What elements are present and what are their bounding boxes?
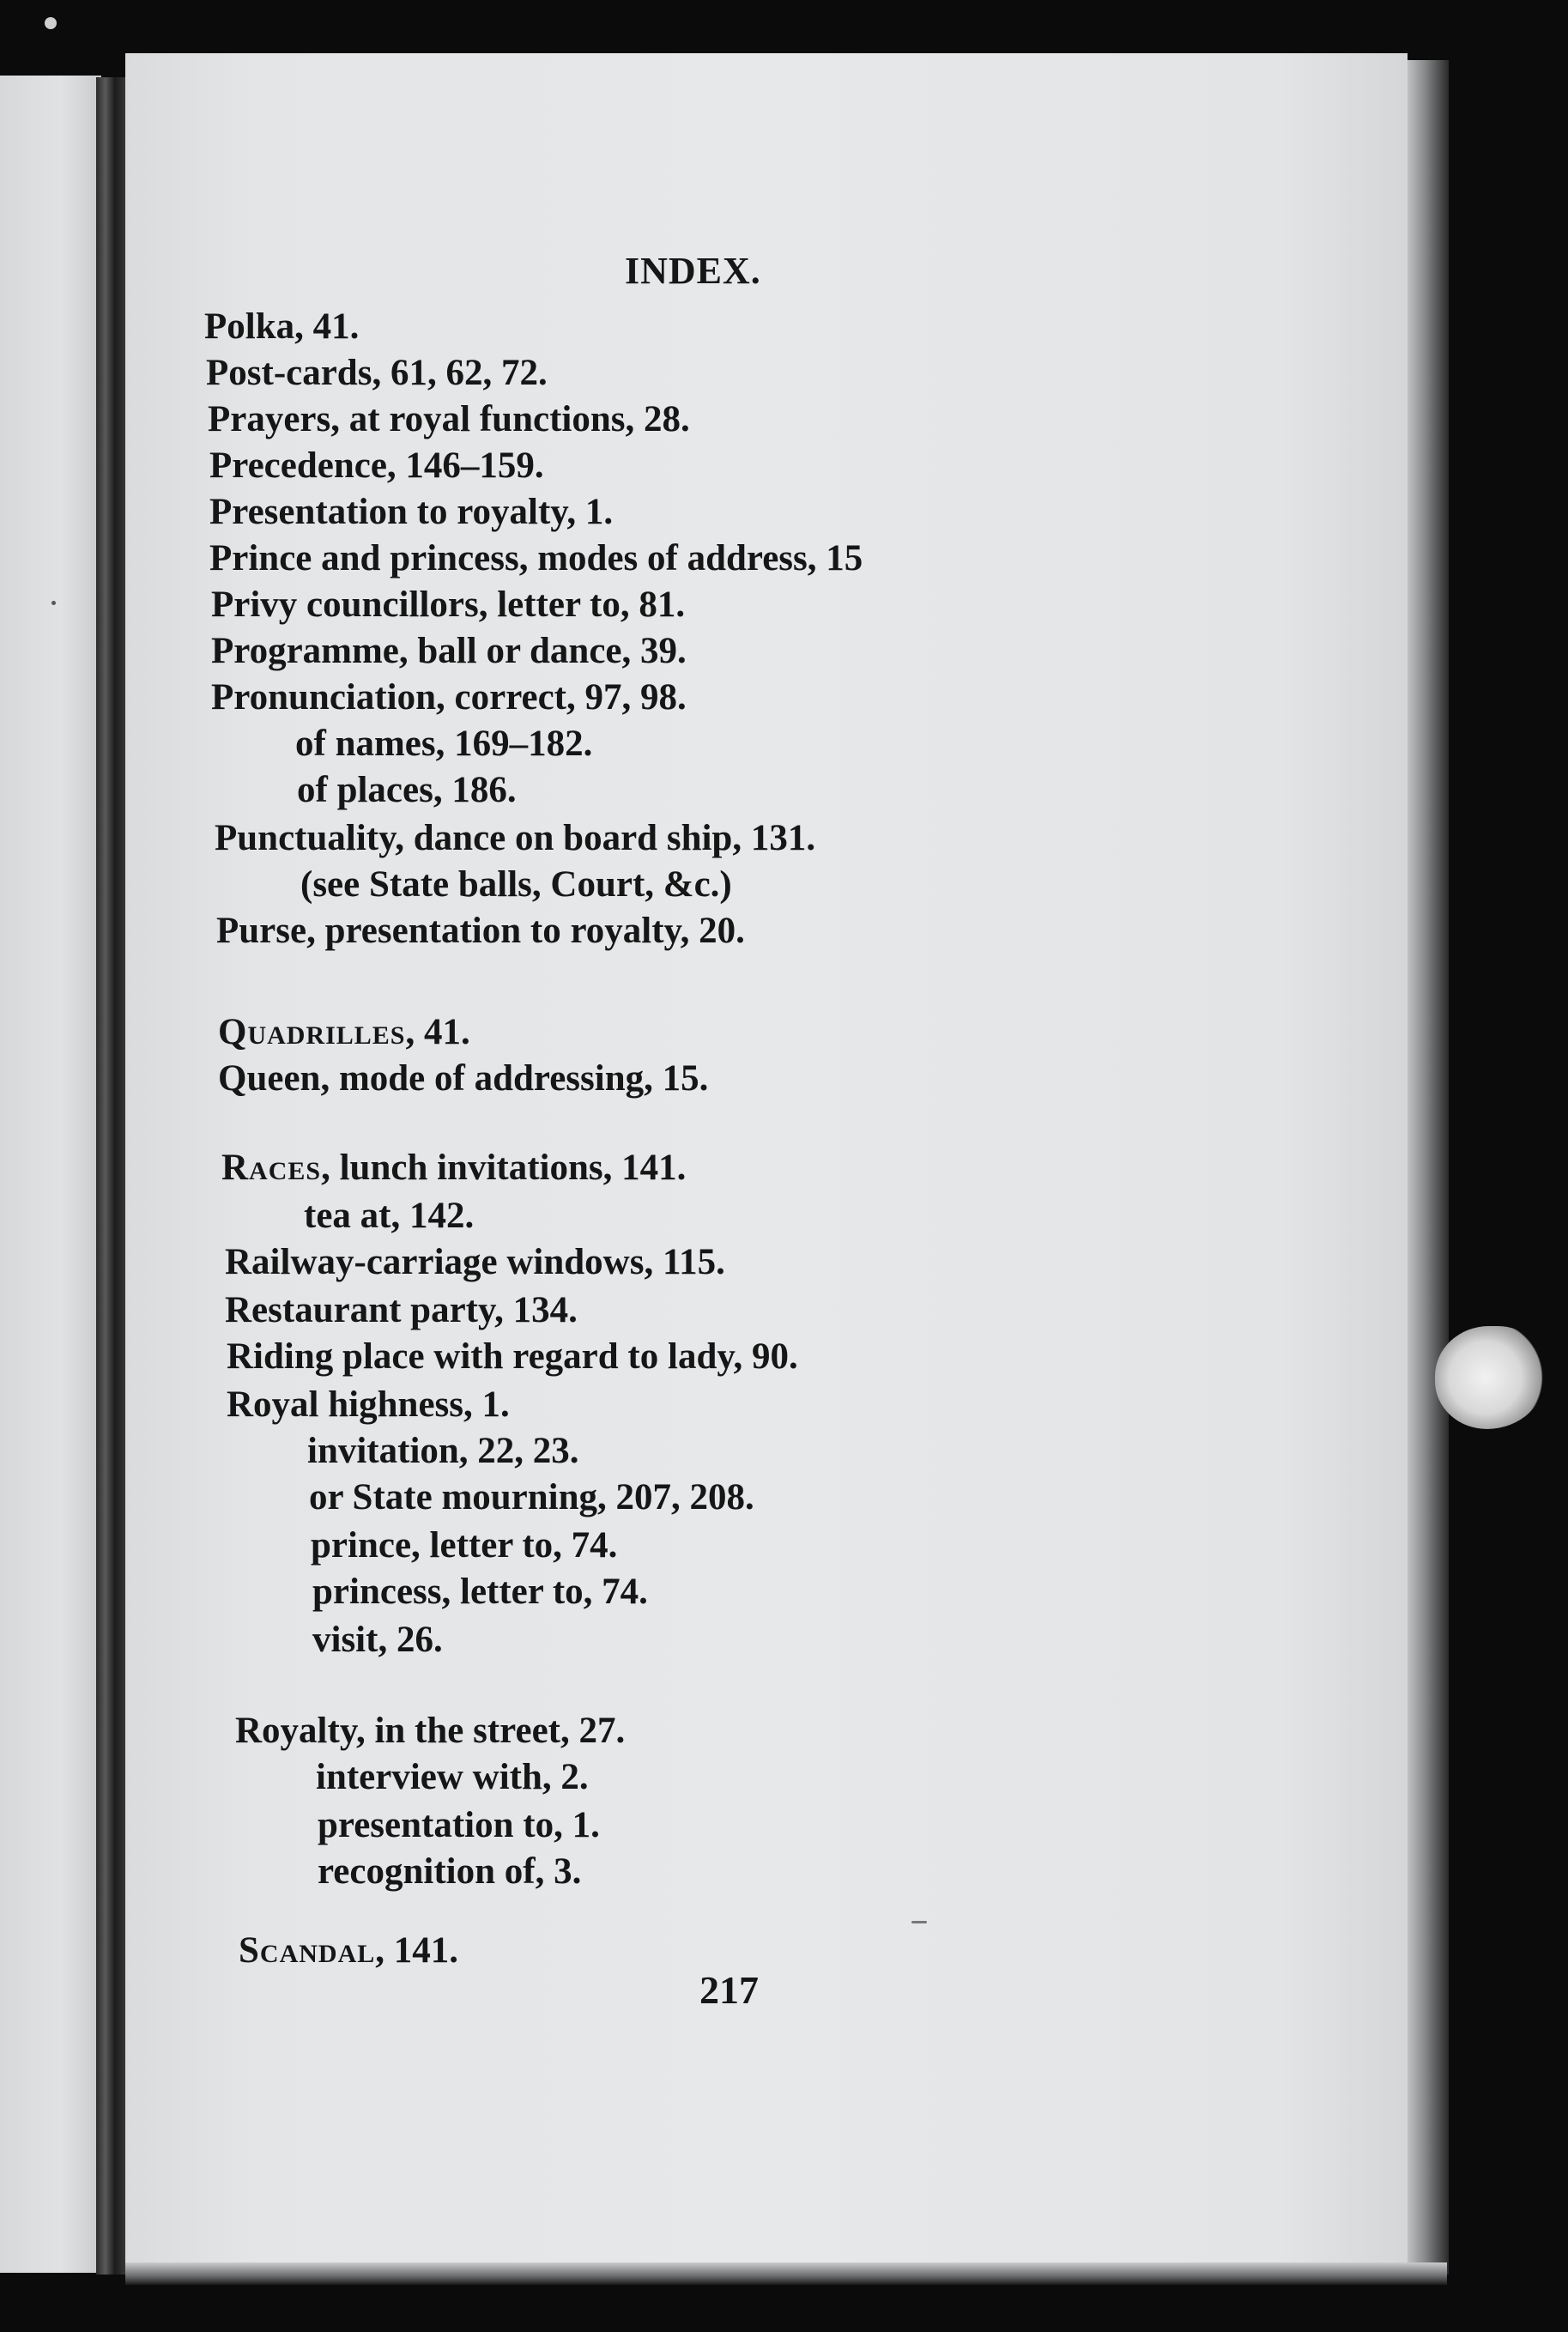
- index-subentry: prince, letter to, 74.: [311, 1525, 618, 1566]
- index-entry: Presentation to royalty, 1.: [209, 492, 614, 532]
- index-subentry: princess, letter to, 74.: [312, 1572, 648, 1612]
- index-entry: Prince and princess, modes of address, 15: [209, 538, 863, 578]
- index-entry: Restaurant party, 134.: [225, 1290, 578, 1330]
- index-entry: Pronunciation, correct, 97, 98.: [211, 677, 687, 718]
- index-entry: Precedence, 146–159.: [209, 445, 544, 486]
- index-entry: Royal highness, 1.: [227, 1384, 510, 1425]
- index-subentry: of names, 169–182.: [295, 724, 593, 764]
- index-subentry: presentation to, 1.: [318, 1805, 600, 1845]
- index-subentry: recognition of, 3.: [318, 1851, 582, 1892]
- index-subentry: interview with, 2.: [316, 1757, 589, 1797]
- index-entry: Riding place with regard to lady, 90.: [227, 1336, 798, 1377]
- index-subentry: invitation, 22, 23.: [307, 1431, 579, 1471]
- index-entry: Queen, mode of addressing, 15.: [218, 1058, 709, 1099]
- index-subentry: of places, 186.: [297, 770, 517, 810]
- index-entry: Royalty, in the street, 27.: [235, 1711, 626, 1751]
- index-entry: Purse, presentation to royalty, 20.: [216, 911, 745, 951]
- index-entry: Railway-carriage windows, 115.: [225, 1242, 725, 1282]
- index-subentry: (see State balls, Court, &c.): [300, 864, 732, 905]
- index-subentry: or State mourning, 207, 208.: [309, 1477, 754, 1517]
- index-entry: Polka, 41.: [204, 306, 360, 347]
- index-entry: Privy councillors, letter to, 81.: [211, 585, 686, 625]
- index-entry: Races, lunch invitations, 141.: [221, 1148, 687, 1188]
- index-entry: Quadrilles, 41.: [218, 1012, 470, 1052]
- index-subentry: tea at, 142.: [304, 1196, 475, 1236]
- index-subentry: visit, 26.: [312, 1620, 443, 1660]
- index-entry: Scandal, 141.: [239, 1930, 458, 1971]
- index-entry: Punctuality, dance on board ship, 131.: [215, 818, 816, 858]
- page-heading: INDEX.: [625, 250, 761, 292]
- index-entry: Prayers, at royal functions, 28.: [208, 399, 690, 439]
- index-entry: Post-cards, 61, 62, 72.: [206, 353, 548, 393]
- index-entry: Programme, ball or dance, 39.: [211, 631, 687, 671]
- page-number: 217: [699, 1968, 759, 2012]
